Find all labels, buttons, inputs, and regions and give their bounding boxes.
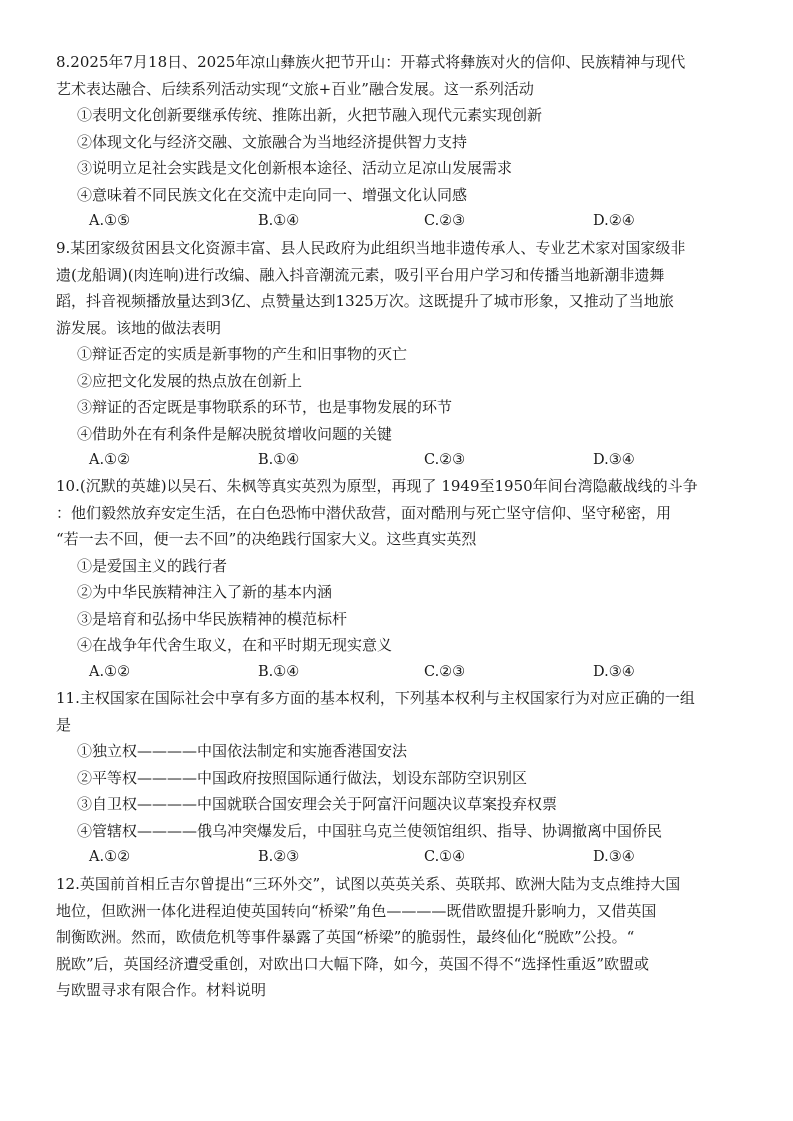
- choice-c: C.①④: [424, 849, 466, 865]
- question-stem-line: 艺术表达融合、后续系列活动实现“文旅+百业”融合发展。这一系列活动: [56, 79, 534, 98]
- choice-c: C.②③: [424, 213, 466, 229]
- choice-c: C.②③: [424, 663, 466, 680]
- statement-3: ③自卫权————中国就联合国安理会关于阿富汗问题决议草案投弃权票: [77, 795, 558, 813]
- question-stem-line: 9.某团家级贫困县文化资源丰富、县人民政府为此组织当地非遗传承人、专业艺术家对国家级非: [56, 239, 686, 257]
- choice-a: A.①②: [89, 849, 131, 865]
- answer-choices: [56, 844, 746, 871]
- statement-3: ③说明立足社会实践是文化创新根本途径、活动立足凉山发展需求: [77, 159, 513, 177]
- statement-4: ④管辖权————俄乌冲突爆发后，中国驻乌克兰使领馆组织、指导、协调撤离中国侨民: [77, 821, 663, 840]
- choice-c: C.②③: [424, 452, 466, 468]
- question-stem-line: 12.英国前首相丘吉尔曾提出“三环外交”，试图以英英关系、英联邦、欧洲大陆为支点维持大国: [56, 875, 681, 893]
- question-stem-line: 游发展。该地的做法表明: [56, 318, 222, 337]
- question-stem-line: “若一去不回，便一去不回”的决绝践行国家大义。这些真实英烈: [56, 530, 477, 548]
- statement-4: ④意味着不同民族文化在交流中走向同一、增强文化认同感: [77, 185, 468, 204]
- question-stem-line: 制衡欧洲。然而，欧债危机等事件暴露了英国“桥梁”的脆弱性，最终仙化“脱欧”公投。“: [56, 928, 635, 946]
- question-8: [56, 49, 746, 235]
- statement-1: ①表明文化创新要继承传统、推陈出新，火把节融入现代元素实现创新: [77, 106, 543, 124]
- statement-3: ③是培育和弘扬中华民族精神的模范标杆: [77, 609, 348, 628]
- question-stem-line: 地位，但欧洲一体化进程迫使英国转向“桥梁”角色————既借欧盟提升影响力，又借英国: [56, 901, 657, 920]
- choice-a: A.①⑤: [89, 213, 131, 229]
- statement-2: ②平等权————中国政府按照国际通行做法，划设东部防空识别区: [77, 768, 528, 787]
- choice-a: A.①②: [89, 452, 131, 468]
- question-stem-line: 脱欧”后，英国经济遭受重创，对欧出口大幅下降，如今，英国不得不“选择性重返”欧盟或: [56, 954, 650, 973]
- statement-3: ③辩证的否定既是事物联系的环节，也是事物发展的环节: [77, 398, 453, 416]
- statement-2: ②应把文化发展的热点放在创新上: [77, 371, 303, 390]
- question-9: [56, 235, 746, 474]
- question-stem-line: 8.2025年7月18日、2025年凉山彝族火把节开山：开幕式将彝族对火的信仰、民族精神与现代: [56, 53, 686, 71]
- choice-b: B.①④: [258, 213, 300, 229]
- answer-choices: [56, 659, 746, 686]
- question-stem-line: 10.(沉默的英雄)以吴石、朱枫等真实英烈为原型，再现了 1949至1950年间台湾隐蔽战线的斗争: [56, 477, 698, 495]
- statement-2: ②体现文化与经济交融、文旅融合为当地经济提供智力支持: [77, 132, 468, 151]
- question-stem-line: 遗(龙船调)(肉连响)进行改编、融入抖音潮流元素，吸引平台用户学习和传播当地新潮非遗舞: [56, 265, 665, 284]
- answer-choices: [56, 208, 746, 235]
- choice-a: A.①②: [89, 663, 131, 680]
- question-10: [56, 473, 746, 685]
- question-11: [56, 685, 746, 871]
- question-stem-line: 11.主权国家在国际社会中享有多方面的基本权利，下列基本权利与主权国家行为对应正确的一组: [56, 689, 695, 707]
- statement-4: ④在战争年代舍生取义，在和平时期无现实意义: [77, 636, 393, 654]
- statement-1: ①辩证否定的实质是新事物的产生和旧事物的灭亡: [77, 345, 408, 363]
- question-stem-line: 蹈，抖音视频播放量达到3亿、点赞量达到1325万次。这既提升了城市形象，又推动了当地旅: [56, 292, 674, 310]
- statement-2: ②为中华民族精神注入了新的基本内涵: [77, 583, 333, 601]
- answer-choices: [56, 447, 746, 474]
- choice-d: D.③④: [593, 849, 635, 865]
- choice-d: D.③④: [593, 452, 635, 468]
- statement-1: ①独立权————中国依法制定和实施香港国安法: [77, 742, 408, 760]
- question-12: [56, 871, 746, 1004]
- question-stem-line: ：他们毅然放弃安定生活，在白色恐怖中潜伏敌营，面对酷刑与死亡坚守信仰、坚守秘密，用: [56, 503, 672, 522]
- choice-d: D.③④: [593, 663, 635, 680]
- choice-b: B.①④: [258, 663, 300, 680]
- choice-b: B.②③: [258, 849, 300, 865]
- question-stem-line: 是: [56, 715, 72, 734]
- statement-1: ①是爱国主义的践行者: [77, 556, 228, 575]
- choice-b: B.①④: [258, 452, 300, 468]
- choice-d: D.②④: [593, 213, 635, 229]
- statement-4: ④借助外在有利条件是解决脱贫增收问题的关键: [77, 424, 393, 443]
- question-stem-line: 与欧盟寻求有限合作。材料说明: [56, 981, 267, 999]
